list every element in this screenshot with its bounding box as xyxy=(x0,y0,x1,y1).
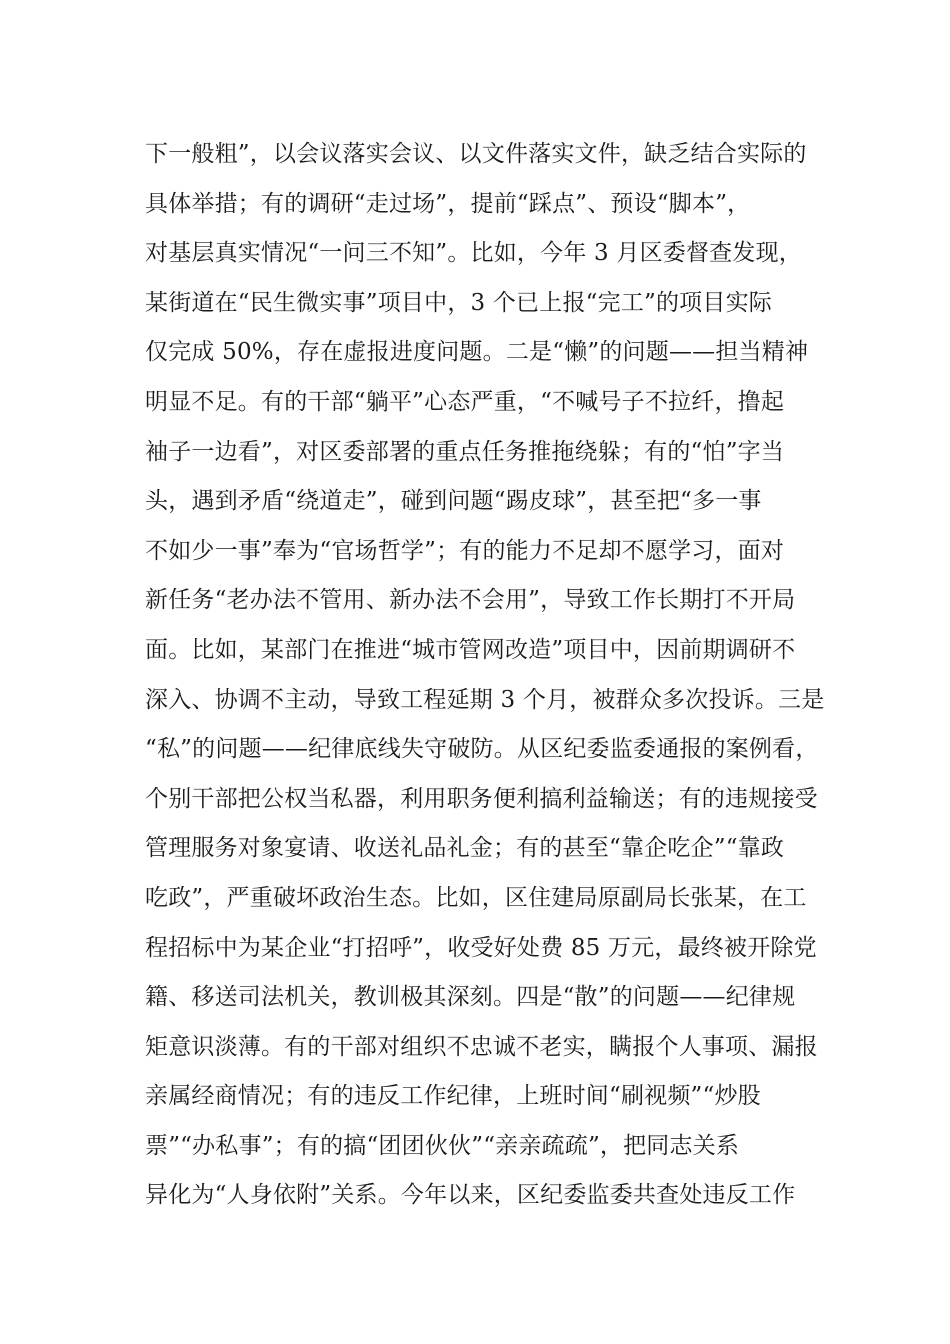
text-line: 仅完成 50%，存在虚报进度问题。二是“懒”的问题——担当精神 xyxy=(145,339,809,366)
text-line: 个别干部把公权当私器，利用职务便利搞利益输送；有的违规接受 xyxy=(145,785,818,812)
text-line: 不如少一事”奉为“官场哲学”；有的能力不足却不愿学习，面对 xyxy=(145,537,785,564)
text-line: 异化为“人身依附”关系。今年以来，区纪委监委共查处违反工作 xyxy=(145,1182,796,1209)
text-line: “私”的问题——纪律底线失守破防。从区纪委监委通报的案例看， xyxy=(145,736,819,763)
text-line: 某街道在“民生微实事”项目中，3 个已上报“完工”的项目实际 xyxy=(145,289,772,316)
text-line: 籍、移送司法机关，教训极其深刻。四是“散”的问题——纪律规 xyxy=(145,984,796,1011)
text-line: 下一般粗”，以会议落实会议、以文件落实文件，缺乏结合实际的 xyxy=(145,141,807,167)
text-line: 具体举措；有的调研“走过场”，提前“踩点”、预设“脚本”， xyxy=(145,190,751,217)
text-line: 对基层真实情况“一问三不知”。比如，今年 3 月区委督查发现， xyxy=(145,240,802,267)
text-line: 深入、协调不主动，导致工程延期 3 个月，被群众多次投诉。三是 xyxy=(145,686,825,713)
text-line: 面。比如，某部门在推进“城市管网改造”项目中，因前期调研不 xyxy=(145,636,796,663)
body-text xyxy=(145,130,845,1221)
text-line: 亲属经商情况；有的违反工作纪律，上班时间“刷视频”“炒股 xyxy=(145,1083,761,1110)
text-line: 管理服务对象宴请、收送礼品礼金；有的甚至“靠企吃企”“靠政 xyxy=(145,835,785,862)
text-line: 票”“办私事”；有的搞“团团伙伙”“亲亲疏疏”，把同志关系 xyxy=(145,1132,740,1159)
text-line: 新任务“老办法不管用、新办法不会用”，导致工作长期打不开局 xyxy=(145,587,796,614)
text-line: 头，遇到矛盾“绕道走”，碰到问题“踢皮球”，甚至把“多一事 xyxy=(145,488,762,515)
text-line: 程招标中为某企业“打招呼”，收受好处费 85 万元，最终被开除党 xyxy=(145,934,817,961)
text-line: 袖子一边看”，对区委部署的重点任务推拖绕躲；有的“怕”字当 xyxy=(145,438,785,465)
text-line: 矩意识淡薄。有的干部对组织不忠诚不老实，瞒报个人事项、漏报 xyxy=(145,1033,818,1060)
text-line: 明显不足。有的干部“躺平”心态严重，“不喊号子不拉纤，撸起 xyxy=(145,388,785,415)
text-line: 吃政”，严重破坏政治生态。比如，区住建局原副局长张某，在工 xyxy=(145,884,807,911)
